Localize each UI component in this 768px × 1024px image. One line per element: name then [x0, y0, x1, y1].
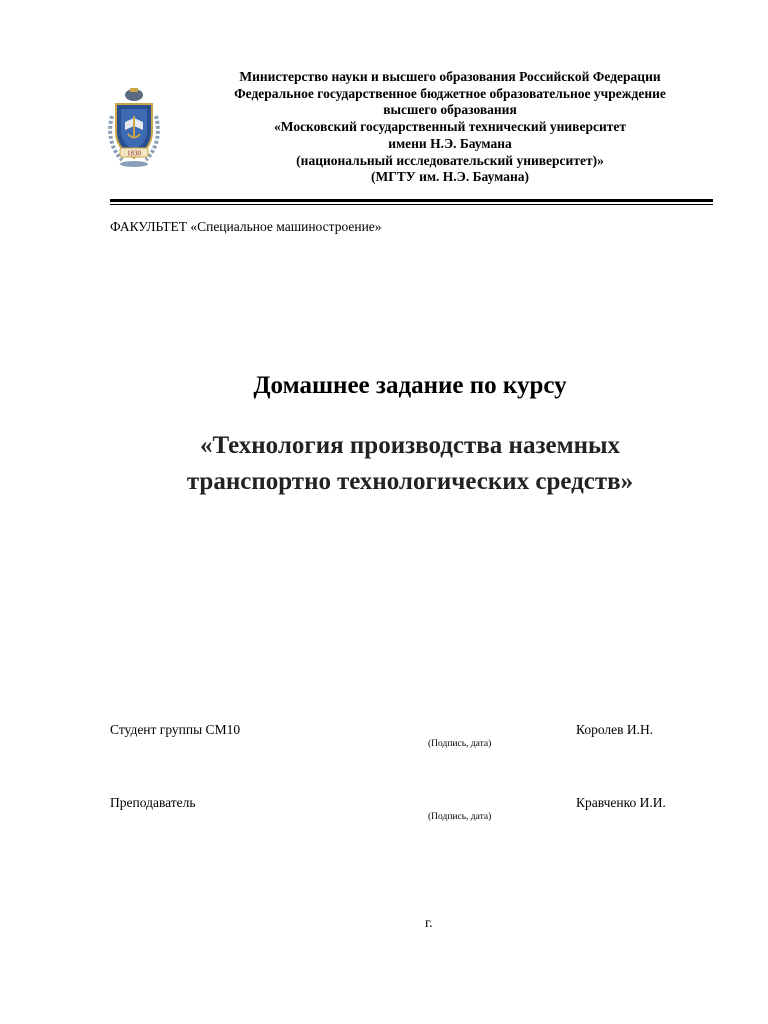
- year-label: г.: [425, 916, 433, 931]
- header-line: высшего образования: [383, 102, 517, 118]
- course-title: [0, 428, 768, 500]
- course-title-line: «Технология производства наземных: [199, 432, 621, 459]
- faculty-label: ФАКУЛЬТЕТ «Специальное машиностроение»: [110, 219, 382, 234]
- institution-header: [190, 69, 710, 186]
- header-divider-thin: [110, 204, 713, 205]
- header-line: Министерство науки и высшего образования Российской Федерации: [239, 69, 661, 84]
- header-line: имени Н.Э. Баумана: [388, 135, 512, 151]
- signature-date-hint: (Подпись, дата): [428, 812, 492, 822]
- header-line: (национальный исследовательский университет)»: [296, 152, 604, 168]
- teacher-label: Преподаватель: [110, 795, 196, 810]
- teacher-name: Кравченко И.И.: [576, 795, 666, 810]
- student-group-label: Студент группы СМ10: [110, 722, 241, 737]
- signature-date-hint: (Подпись, дата): [428, 739, 492, 749]
- course-title-line: [0, 464, 768, 500]
- header-line: «Московский государственный технический университет: [274, 119, 626, 135]
- emblem-year: 1830: [127, 149, 141, 158]
- course-title-part: технологических средств»: [336, 468, 634, 495]
- header-line: Федеральное государственное бюджетное образовательное учреждение: [234, 85, 666, 101]
- header-line: (МГТУ им. Н.Э. Баумана): [370, 169, 530, 185]
- document-title: Домашнее задание по курсу: [253, 372, 567, 399]
- header-divider-thick: [110, 199, 713, 202]
- university-crest-icon: [106, 86, 162, 170]
- student-name: Королев И.Н.: [576, 722, 654, 737]
- course-title-part: транспортно: [186, 468, 331, 495]
